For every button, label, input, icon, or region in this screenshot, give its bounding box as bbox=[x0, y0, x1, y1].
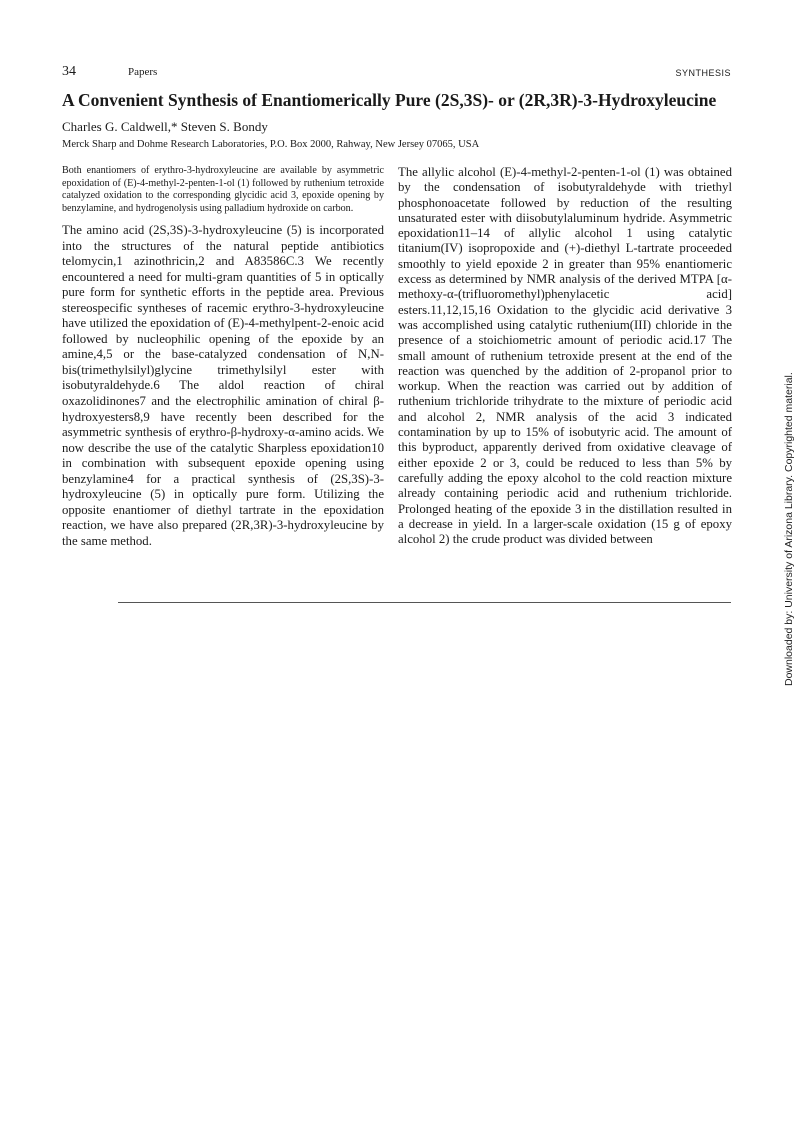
article-affiliation: Merck Sharp and Dohme Research Laboratories, P.O. Box 2000, Rahway, New Jersey 07065, USA bbox=[62, 139, 480, 150]
abstract: Both enantiomers of erythro-3-hydroxyleucine are available by asymmetric epoxidation of (E)-4-methyl-2-penten-1-ol (1) followed by ruthenium tetroxide catalyzed oxidation to the corresponding glycidic acid 3, epoxide opening by benzylamine, and hydrogenolysis using palladium hydroxide on carbon. bbox=[62, 165, 384, 214]
download-watermark: Downloaded by: University of Arizona Library. Copyrighted material. bbox=[783, 372, 795, 686]
introduction-paragraph: The amino acid (2S,3S)-3-hydroxyleucine (5) is incorporated into the structures of the natural peptide antibiotics telomycin,1 azinothricin,2 and A83586C.3 We recently encountered a need for multi-gram quantities of 5 in optically pure form for synthetic efforts in the peptide area. Previous stereospecific syntheses of racemic erythro-3-hydroxyleucine have utilized the epoxidation of (E)-4-methylpent-2-enoic acid followed by nucleophilic opening of the epoxide by an amine,4,5 or the base-catalyzed condensation of N,N-bis(trimethylsilyl)glycine trimethylsilyl ester with isobutyraldehyde.6 The aldol reaction of chiral oxazolidinones7 and the electrophilic amination of chiral β-hydroxyesters8,9 have recently been described for the asymmetric synthesis of erythro-β-hydroxy-α-amino acids. We now describe the use of the catalytic Sharpless epoxidation10 in combination with subsequent epoxide opening using benzylamine4 for a practical synthesis of (2S,3S)-3-hydroxyleucine (5) in optically pure form. Utilizing the opposite enantiomer of diethyl tartrate in the epoxidation reaction, we have also prepared (2R,3R)-3-hydroxyleucine by the same method. bbox=[62, 223, 384, 548]
page-number: 34 bbox=[62, 64, 76, 79]
section-label: Papers bbox=[128, 66, 158, 78]
article-title: A Convenient Synthesis of Enantiomerically Pure (2S,3S)- or (2R,3R)-3-Hydroxyleucine bbox=[62, 90, 717, 110]
right-column bbox=[398, 165, 732, 547]
left-column bbox=[62, 165, 384, 549]
article-authors: Charles G. Caldwell,* Steven S. Bondy bbox=[62, 119, 268, 134]
column-bottom-rule bbox=[118, 602, 731, 603]
results-paragraph: The allylic alcohol (E)-4-methyl-2-penten-1-ol (1) was obtained by the condensation of isobutyraldehyde with triethyl phosphonoacetate followed by reduction of the resulting unsaturated ester with diisobutylaluminum hydride. Asymmetric epoxidation11–14 of allylic alcohol 1 using catalytic titanium(IV) isopropoxide and (+)-diethyl L-tartrate proceeded smoothly to yield epoxide 2 in greater than 95% enantiomeric excess as determined by NMR analysis of the derived MTPA [α-methoxy-α-(trifluoromethyl)phenylacetic acid] esters.11,12,15,16 Oxidation to the glycidic acid derivative 3 was accomplished using catalytic ruthenium(III) chloride in the presence of a stoichiometric amount of periodic acid.17 The small amount of ruthenium tetroxide present at the end of the reaction was quenched by the addition of 2-propanol prior to workup. When the reaction was carried out by addition of ruthenium trichloride trihydrate to the mixture of periodic acid and alcohol 2, NMR analysis of the acid 3 indicated contamination by up to 15% of isobutyric acid. The amount of this byproduct, apparently derived from oxidative cleavage of either epoxide 2 or 3, could be reduced to less than 5% by carefully adding the epoxy alcohol to the cold reaction mixture already containing periodic acid and ruthenium trichloride. Prolonged heating of the epoxide 3 in the distillation resulted in a decrease in yield. In a larger-scale oxidation (15 g of epoxy alcohol 2) the crude product was divided between bbox=[398, 165, 732, 547]
journal-name: SYNTHESIS bbox=[675, 68, 731, 78]
